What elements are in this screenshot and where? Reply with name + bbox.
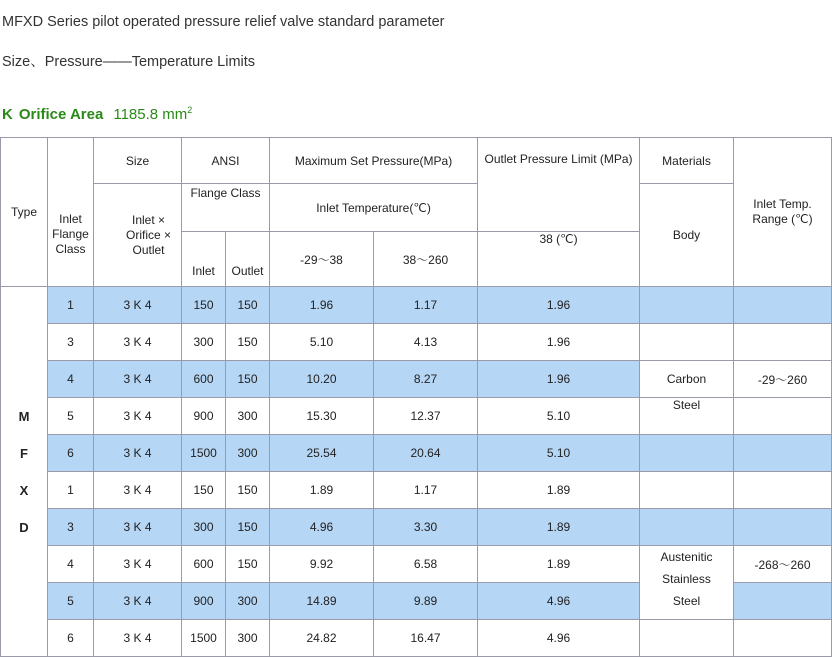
cell-size: 3 K 4 bbox=[94, 509, 182, 546]
cell-range bbox=[734, 398, 832, 435]
cell-size: 3 K 4 bbox=[94, 361, 182, 398]
header-inlet-flange-class: Inlet Flange Class bbox=[48, 138, 94, 287]
cell-outlet: 150 bbox=[226, 287, 270, 324]
material-stainless-line-2: Stainless bbox=[662, 572, 711, 586]
orifice-label: Orifice Area bbox=[18, 106, 104, 123]
table-row bbox=[1, 546, 832, 583]
header-inlet: Inlet bbox=[182, 232, 226, 287]
cell-material-stainless bbox=[640, 546, 734, 620]
cell-material bbox=[640, 435, 734, 472]
cell-flange-class: 6 bbox=[48, 435, 94, 472]
header-temp-2: 38～260 bbox=[374, 232, 478, 287]
cell-range bbox=[734, 509, 832, 546]
type-letter-f: F bbox=[1, 435, 48, 472]
cell-pressure-2: 6.58 bbox=[374, 546, 478, 583]
cell-range bbox=[734, 583, 832, 620]
type-cell-bottom bbox=[1, 546, 48, 657]
cell-flange-class: 5 bbox=[48, 583, 94, 620]
cell-inlet: 300 bbox=[182, 509, 226, 546]
type-letter-d: D bbox=[1, 509, 48, 546]
cell-outlet: 300 bbox=[226, 398, 270, 435]
cell-outlet: 300 bbox=[226, 435, 270, 472]
cell-outlet-limit: 5.10 bbox=[478, 435, 640, 472]
cell-range-stainless: -268～260 bbox=[734, 546, 832, 583]
cell-range bbox=[734, 287, 832, 324]
table-row bbox=[1, 620, 832, 657]
cell-outlet: 300 bbox=[226, 620, 270, 657]
type-cell-top bbox=[1, 287, 48, 398]
table-row bbox=[1, 398, 832, 435]
cell-pressure-2: 1.17 bbox=[374, 472, 478, 509]
cell-pressure-1: 25.54 bbox=[270, 435, 374, 472]
header-inlet-temperature: Inlet Temperature(℃) bbox=[270, 184, 478, 232]
cell-inlet: 1500 bbox=[182, 620, 226, 657]
cell-size: 3 K 4 bbox=[94, 435, 182, 472]
material-stainless-line-3: Steel bbox=[672, 594, 701, 608]
cell-outlet-limit: 5.10 bbox=[478, 398, 640, 435]
cell-size: 3 K 4 bbox=[94, 583, 182, 620]
cell-range-carbon: -29～260 bbox=[734, 361, 832, 398]
table-row bbox=[1, 324, 832, 361]
orifice-area-line bbox=[2, 105, 192, 123]
table-row bbox=[1, 435, 832, 472]
cell-inlet: 600 bbox=[182, 546, 226, 583]
header-outlet-temp: 38 (℃) bbox=[478, 232, 640, 287]
cell-range bbox=[734, 620, 832, 657]
cell-material bbox=[640, 472, 734, 509]
cell-outlet-limit: 1.96 bbox=[478, 287, 640, 324]
orifice-unit-sup: 2 bbox=[187, 105, 193, 115]
header-outlet-pressure-limit: Outlet Pressure Limit (MPa) bbox=[478, 138, 640, 232]
orifice-value: 1185.8 mm bbox=[113, 106, 188, 123]
cell-outlet-limit: 1.96 bbox=[478, 361, 640, 398]
table-row bbox=[1, 509, 832, 546]
material-stainless-line-1: Austenitic bbox=[660, 550, 713, 564]
cell-flange-class: 4 bbox=[48, 361, 94, 398]
cell-inlet: 150 bbox=[182, 472, 226, 509]
cell-pressure-1: 5.10 bbox=[270, 324, 374, 361]
cell-outlet: 150 bbox=[226, 324, 270, 361]
header-max-set-pressure: Maximum Set Pressure(MPa) bbox=[270, 138, 478, 184]
cell-pressure-2: 1.17 bbox=[374, 287, 478, 324]
cell-outlet-limit: 4.96 bbox=[478, 620, 640, 657]
cell-inlet: 300 bbox=[182, 324, 226, 361]
cell-outlet: 150 bbox=[226, 361, 270, 398]
cell-size: 3 K 4 bbox=[94, 398, 182, 435]
cell-flange-class: 5 bbox=[48, 398, 94, 435]
cell-inlet: 1500 bbox=[182, 435, 226, 472]
cell-outlet: 300 bbox=[226, 583, 270, 620]
cell-pressure-1: 1.89 bbox=[270, 472, 374, 509]
cell-material bbox=[640, 509, 734, 546]
header-ansi: ANSI bbox=[182, 138, 270, 184]
cell-pressure-2: 3.30 bbox=[374, 509, 478, 546]
type-letter-m: M bbox=[1, 398, 48, 435]
cell-outlet-limit: 1.89 bbox=[478, 509, 640, 546]
cell-size: 3 K 4 bbox=[94, 472, 182, 509]
cell-material-carbon-2: Steel bbox=[640, 398, 734, 435]
cell-outlet-limit: 1.96 bbox=[478, 324, 640, 361]
cell-size: 3 K 4 bbox=[94, 620, 182, 657]
cell-flange-class: 3 bbox=[48, 324, 94, 361]
cell-pressure-2: 8.27 bbox=[374, 361, 478, 398]
cell-flange-class: 1 bbox=[48, 472, 94, 509]
header-type: Type bbox=[1, 138, 48, 287]
cell-material bbox=[640, 324, 734, 361]
orifice-letter: K bbox=[2, 106, 13, 123]
cell-inlet: 600 bbox=[182, 361, 226, 398]
cell-flange-class: 1 bbox=[48, 287, 94, 324]
parameter-table bbox=[0, 137, 832, 657]
cell-size: 3 K 4 bbox=[94, 324, 182, 361]
cell-outlet-limit: 1.89 bbox=[478, 472, 640, 509]
header-inlet-temp-range: Inlet Temp. Range (℃) bbox=[734, 138, 832, 287]
cell-material bbox=[640, 287, 734, 324]
cell-range bbox=[734, 435, 832, 472]
header-temp-1: -29～38 bbox=[270, 232, 374, 287]
cell-pressure-2: 20.64 bbox=[374, 435, 478, 472]
cell-size: 3 K 4 bbox=[94, 287, 182, 324]
page-subtitle: Size、Pressure——Temperature Limits bbox=[2, 54, 256, 70]
cell-pressure-2: 16.47 bbox=[374, 620, 478, 657]
header-outlet: Outlet bbox=[226, 232, 270, 287]
cell-size: 3 K 4 bbox=[94, 546, 182, 583]
cell-range bbox=[734, 324, 832, 361]
cell-pressure-1: 24.82 bbox=[270, 620, 374, 657]
type-letter-x: X bbox=[1, 472, 48, 509]
table-row bbox=[1, 287, 832, 324]
cell-flange-class: 3 bbox=[48, 509, 94, 546]
cell-material bbox=[640, 620, 734, 657]
table-row bbox=[1, 361, 832, 398]
header-size-sub: Inlet × Orifice × Outlet bbox=[94, 184, 182, 287]
cell-pressure-1: 1.96 bbox=[270, 287, 374, 324]
cell-flange-class: 4 bbox=[48, 546, 94, 583]
cell-inlet: 150 bbox=[182, 287, 226, 324]
cell-inlet: 900 bbox=[182, 398, 226, 435]
cell-pressure-2: 9.89 bbox=[374, 583, 478, 620]
cell-inlet: 900 bbox=[182, 583, 226, 620]
cell-pressure-2: 4.13 bbox=[374, 324, 478, 361]
header-materials: Materials bbox=[640, 138, 734, 184]
table-row bbox=[1, 472, 832, 509]
cell-pressure-1: 9.92 bbox=[270, 546, 374, 583]
cell-material-carbon-1: Carbon bbox=[640, 361, 734, 398]
cell-pressure-1: 4.96 bbox=[270, 509, 374, 546]
cell-outlet-limit: 4.96 bbox=[478, 583, 640, 620]
cell-pressure-1: 10.20 bbox=[270, 361, 374, 398]
header-body: Body bbox=[640, 184, 734, 287]
cell-pressure-2: 12.37 bbox=[374, 398, 478, 435]
header-size: Size bbox=[94, 138, 182, 184]
cell-pressure-1: 15.30 bbox=[270, 398, 374, 435]
cell-range bbox=[734, 472, 832, 509]
cell-outlet: 150 bbox=[226, 546, 270, 583]
header-flange-class: Flange Class bbox=[182, 184, 270, 232]
cell-outlet-limit: 1.89 bbox=[478, 546, 640, 583]
cell-outlet: 150 bbox=[226, 509, 270, 546]
page-title: MFXD Series pilot operated pressure relief valve standard parameter bbox=[2, 14, 445, 30]
cell-pressure-1: 14.89 bbox=[270, 583, 374, 620]
cell-flange-class: 6 bbox=[48, 620, 94, 657]
cell-outlet: 150 bbox=[226, 472, 270, 509]
